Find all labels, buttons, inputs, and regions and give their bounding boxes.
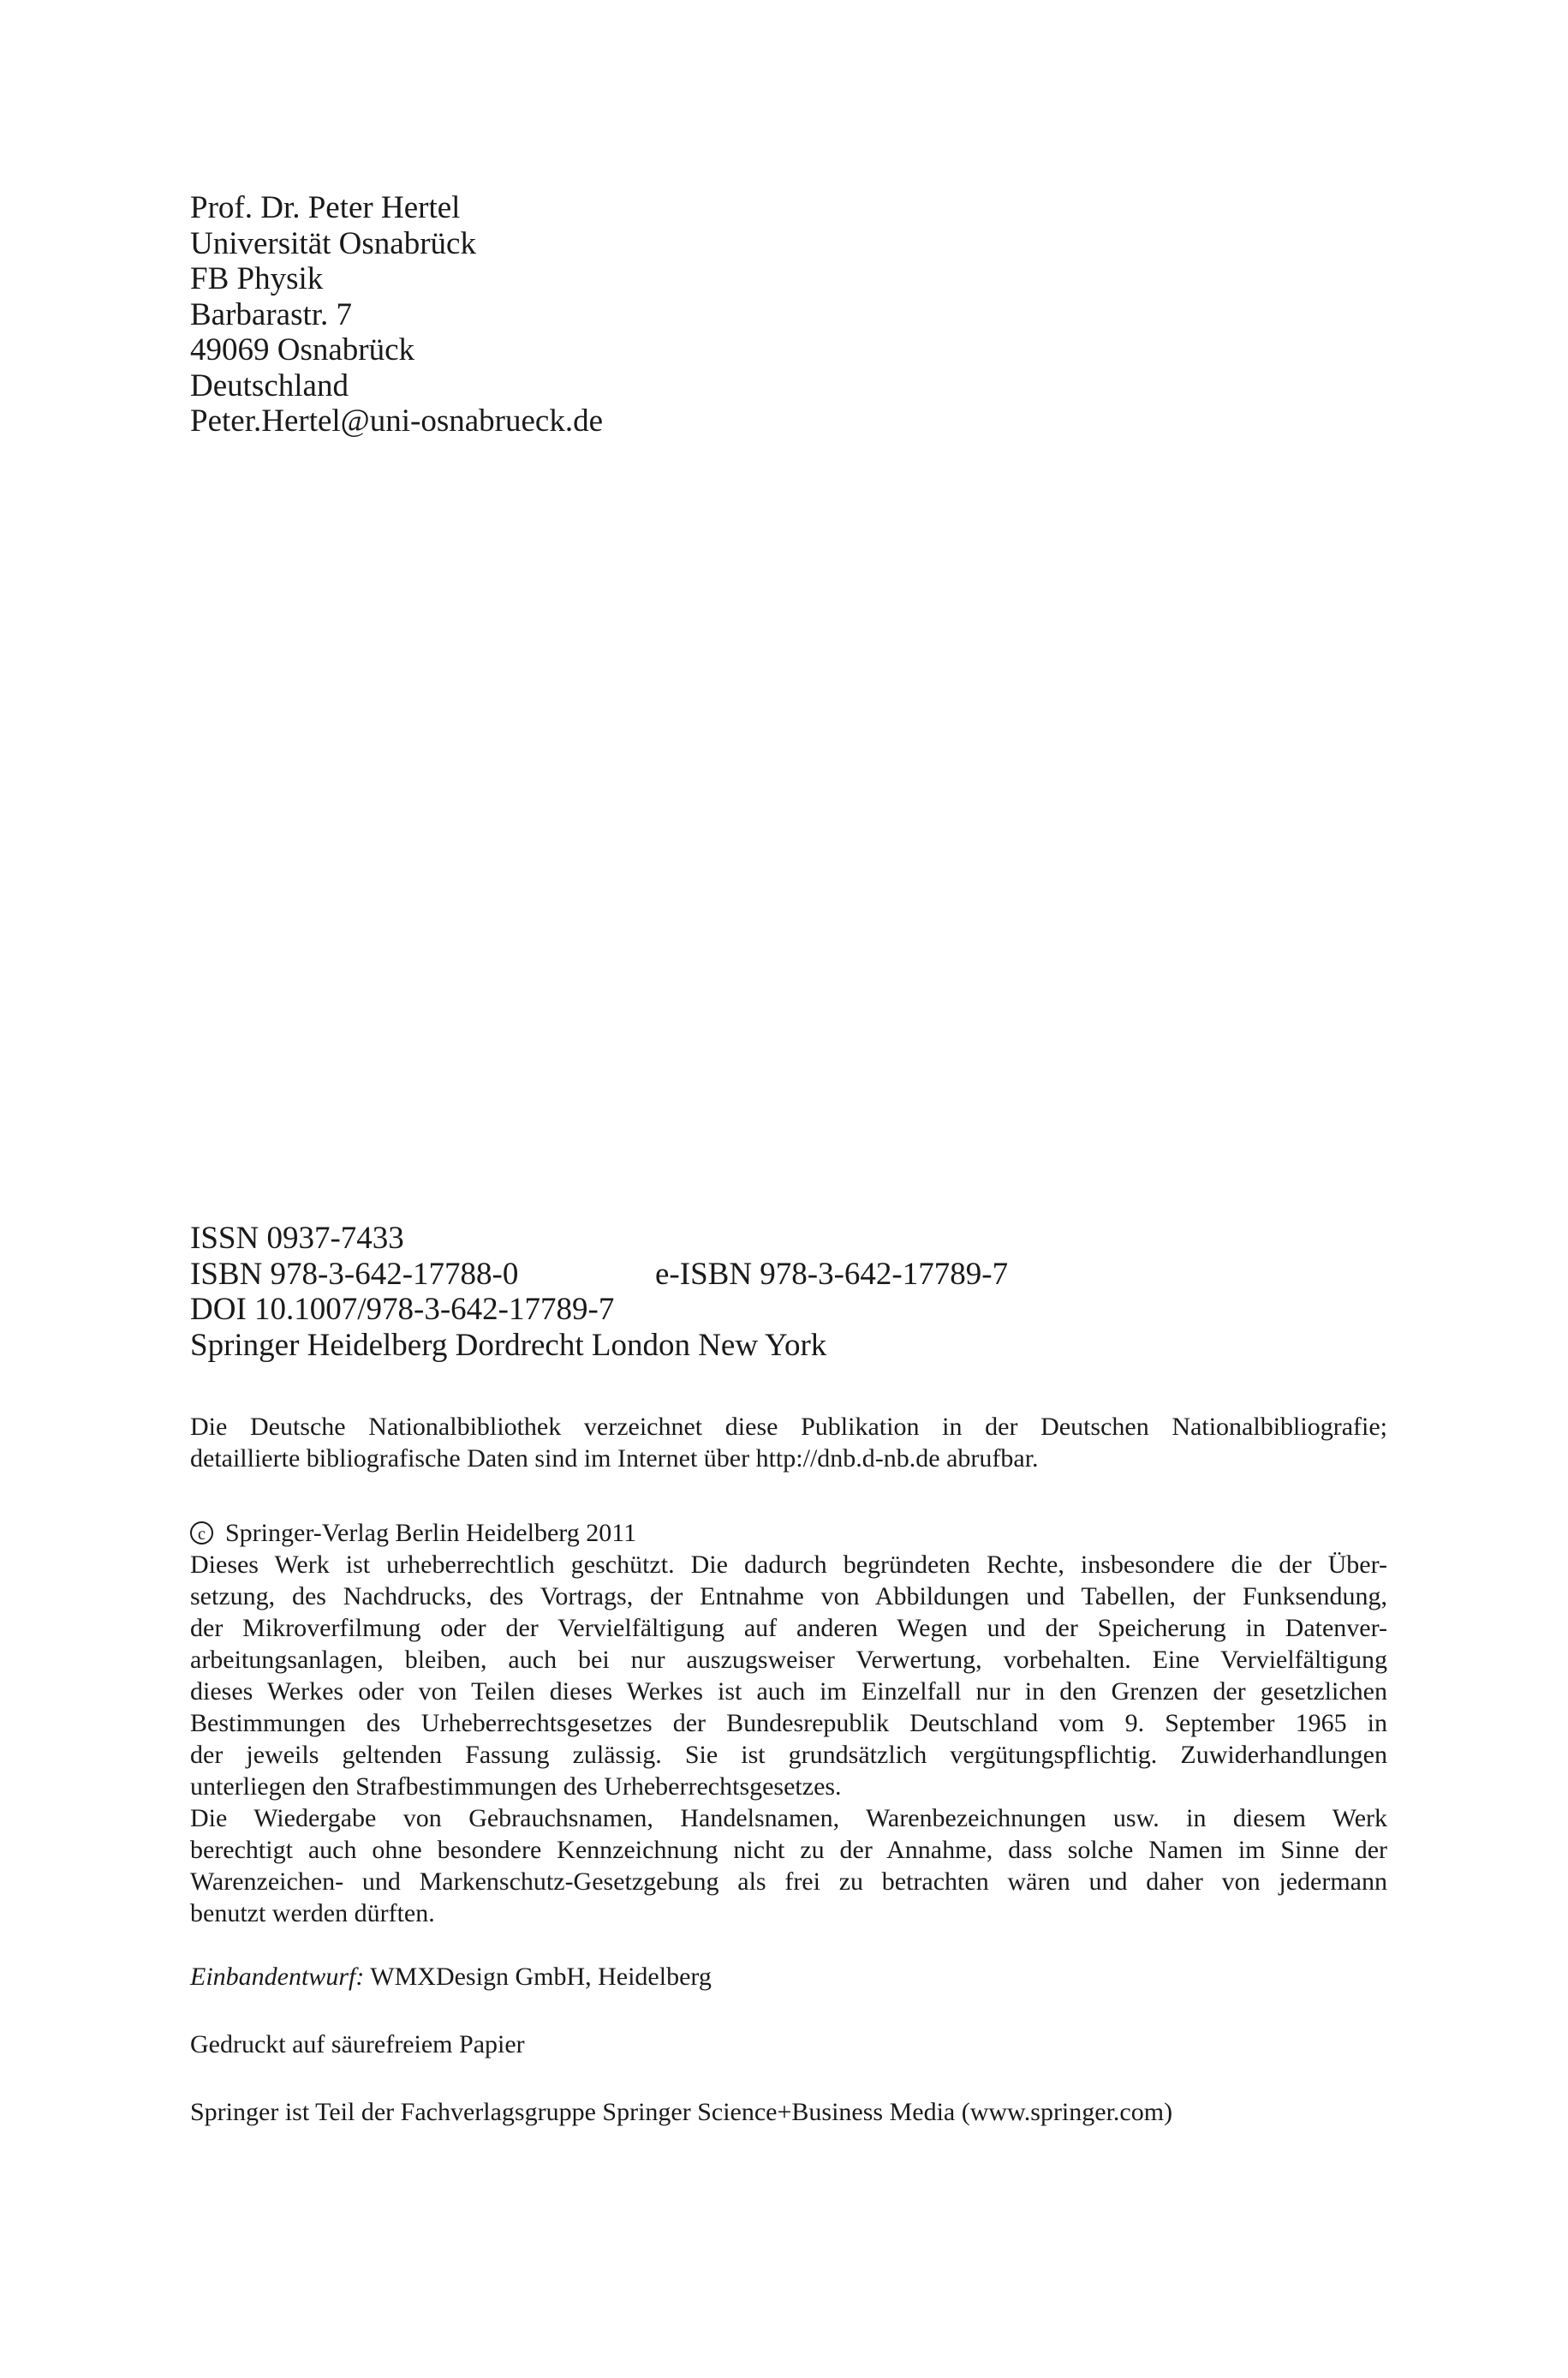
cover-design <box>190 1961 1387 1993</box>
author-city: 49069 Osnabrück <box>190 332 415 367</box>
rights-line: der Mikroverfilmung oder der Vervielfältigung auf anderen Wegen und der Speicherung in Datenver- <box>190 1614 1387 1642</box>
isbn-row <box>190 1257 1389 1293</box>
publisher-locations: Springer Heidelberg Dordrecht London New York <box>190 1327 827 1363</box>
legal-notice <box>190 1517 1387 1929</box>
author-country: Deutschland <box>190 367 349 403</box>
rights-line: unterliegen den Strafbestimmungen des Urheberrechtsgesetzes. <box>190 1772 842 1801</box>
bibliographic-identifiers <box>190 1221 1389 1363</box>
cover-design-value: WMXDesign GmbH, Heidelberg <box>370 1963 712 1991</box>
rights-line: Bestimmungen des Urheberrechtsgesetzes der Bundesrepublik Deutschland vom 9. September 1965 in <box>190 1709 1387 1737</box>
rights-line: setzung, des Nachdrucks, des Vortrags, der Entnahme von Abbildungen und Tabellen, der Funksendung, <box>190 1582 1387 1610</box>
author-name: Prof. Dr. Peter Hertel <box>190 190 461 225</box>
rights-line: Dieses Werk ist urheberrechtlich geschützt. Die dadurch begründeten Rechte, insbesondere die der Über- <box>190 1550 1387 1579</box>
trademark-line: berechtigt auch ohne besondere Kennzeichnung nicht zu der Annahme, dass solche Namen im Sinne der <box>190 1836 1387 1864</box>
rights-line: der jeweils geltenden Fassung zulässig. Sie ist grundsätzlich vergütungspflichtig. Zuwiderhandlungen <box>190 1741 1387 1769</box>
copyright-line <box>190 1517 1387 1549</box>
dnb-line-1: Die Deutsche Nationalbibliothek verzeichnet diese Publikation in der Deutschen Nationalbibliografie; <box>190 1413 1387 1441</box>
author-address <box>190 190 961 439</box>
trademark-line: Die Wiedergabe von Gebrauchsnamen, Handelsnamen, Warenbezeichnungen usw. in diesem Werk <box>190 1804 1387 1832</box>
eisbn: e-ISBN 978-3-642-17789-7 <box>655 1256 1009 1292</box>
isbn: ISBN 978-3-642-17788-0 <box>190 1256 519 1292</box>
author-street: Barbarastr. 7 <box>190 296 353 332</box>
rights-line: dieses Werkes oder von Teilen dieses Werkes ist auch im Einzelfall nur in den Grenzen der gesetzlichen <box>190 1677 1387 1706</box>
dnb-line-2: detaillierte bibliografische Daten sind im Internet über http://dnb.d-nb.de abrufbar. <box>190 1444 1039 1473</box>
copyright-icon: c <box>190 1521 213 1545</box>
doi: DOI 10.1007/978-3-642-17789-7 <box>190 1292 615 1327</box>
author-email: Peter.Hertel@uni-osnabrueck.de <box>190 403 604 439</box>
issn: ISSN 0937-7433 <box>190 1221 404 1256</box>
trademark-line: benutzt werden dürften. <box>190 1899 435 1927</box>
author-university: Universität Osnabrück <box>190 225 476 261</box>
springer-note: Springer ist Teil der Fachverlagsgruppe Springer Science+Business Media (www.springer.com) <box>190 2098 1173 2126</box>
cover-design-label: Einbandentwurf: <box>190 1963 365 1991</box>
trademark-line: Warenzeichen- und Markenschutz-Gesetzgebung als frei zu betrachten wären und daher von jedermann <box>190 1867 1387 1896</box>
rights-line: arbeitungsanlagen, bleiben, auch bei nur auszugsweiser Verwertung, vorbehalten. Eine Vervielfältigung <box>190 1646 1387 1674</box>
dnb-notice <box>190 1411 1387 1474</box>
author-department: FB Physik <box>190 261 324 296</box>
copyright-text: Springer-Verlag Berlin Heidelberg 2011 <box>225 1519 637 1547</box>
paper-note: Gedruckt auf säurefreiem Papier <box>190 2030 525 2058</box>
